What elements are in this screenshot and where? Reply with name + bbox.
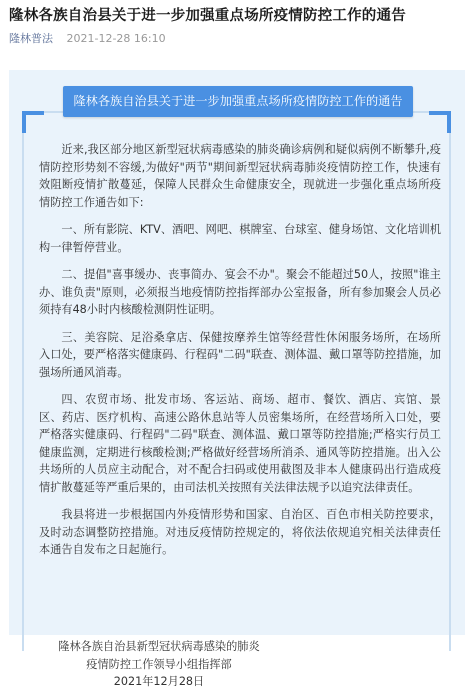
notice-document-image [9,70,465,688]
notice-body [39,141,441,569]
article-title: 隆林各族自治县关于进一步加强重点场所疫情防控工作的通告 [9,8,406,24]
notice-banner-title: 隆林各族自治县关于进一步加强重点场所疫情防控工作的通告 [63,86,413,117]
author-link[interactable]: 隆林普法 [9,32,53,45]
notice-paragraph-3: 三、美容院、足浴桑拿店、保健按摩养生馆等经营性休闲服务场所，在场所入口处，要严格落实健康码、行程码"二码"联查、测体温、戴口罩等防控措施，加强场所通风消毒。 [39,330,441,379]
notice-paragraph-1: 一、所有影院、KTV、酒吧、网吧、棋牌室、台球室、健身场馆、文化培训机构一律暂停营业。 [39,223,441,254]
frame-corner-right [429,111,451,133]
article-meta [9,32,465,46]
publish-date: 2021-12-28 16:10 [66,32,166,45]
notice-paragraph-4: 四、农贸市场、批发市场、客运站、商场、超市、餐饮、酒店、宾馆、景区、药店、医疗机构、高速公路休息站等人员密集场所，在经营场所入口处，要严格落实健康码、行程码"二码"联查、测体温、戴口罩等防控措施;严格实行员工健康监测，定期进行核酸检测;严格做好经营场所消杀、通风等防控措施。出入公共场所的人员应主动配合，对不配合扫码或使用截图及非本人健康码出行造成疫情扩散蔓延等严重后果的，由司法机关按照有关法律法规予以追究法律责任。 [39,393,441,494]
notice-paragraph-closing: 我县将进一步根据国内外疫情形势和国家、自治区、百色市相关防控要求，及时动态调整防控措施。对违反疫情防控规定的，将依法依规追究相关法律责任本通告自发布之日起施行。 [39,508,441,556]
frame-corner-left [22,111,44,133]
signature-org-line-2: 疫情防控工作领导小组指挥部 [86,657,232,671]
notice-paragraph-2: 二、提倡"喜事缓办、丧事简办、宴会不办"。聚会不能超过50人，按照"谁主办、谁负责"原则，必须报当地疫情防控指挥部办公室报备，所有参加聚会人员必须持有48小时内核酸检测阴性证明。 [39,268,441,316]
signature-date: 2021年12月28日 [113,675,205,688]
signature-org-line-1: 隆林各族自治县新型冠状病毒感染的肺炎 [58,640,260,653]
notice-signature [49,638,269,691]
notice-paragraph-intro: 近来,我区部分地区新型冠状病毒感染的肺炎确诊病例和疑似病例不断攀升,疫情防控形势刻不容缓,为做好"两节"期间新型冠状病毒肺炎疫情防控工作，快速有效阻断疫情扩散蔓延，保障人民群众生命健康安全，现就进一步强化重点场所疫情防控工作通告如下: [39,143,441,209]
article-header [0,0,474,46]
